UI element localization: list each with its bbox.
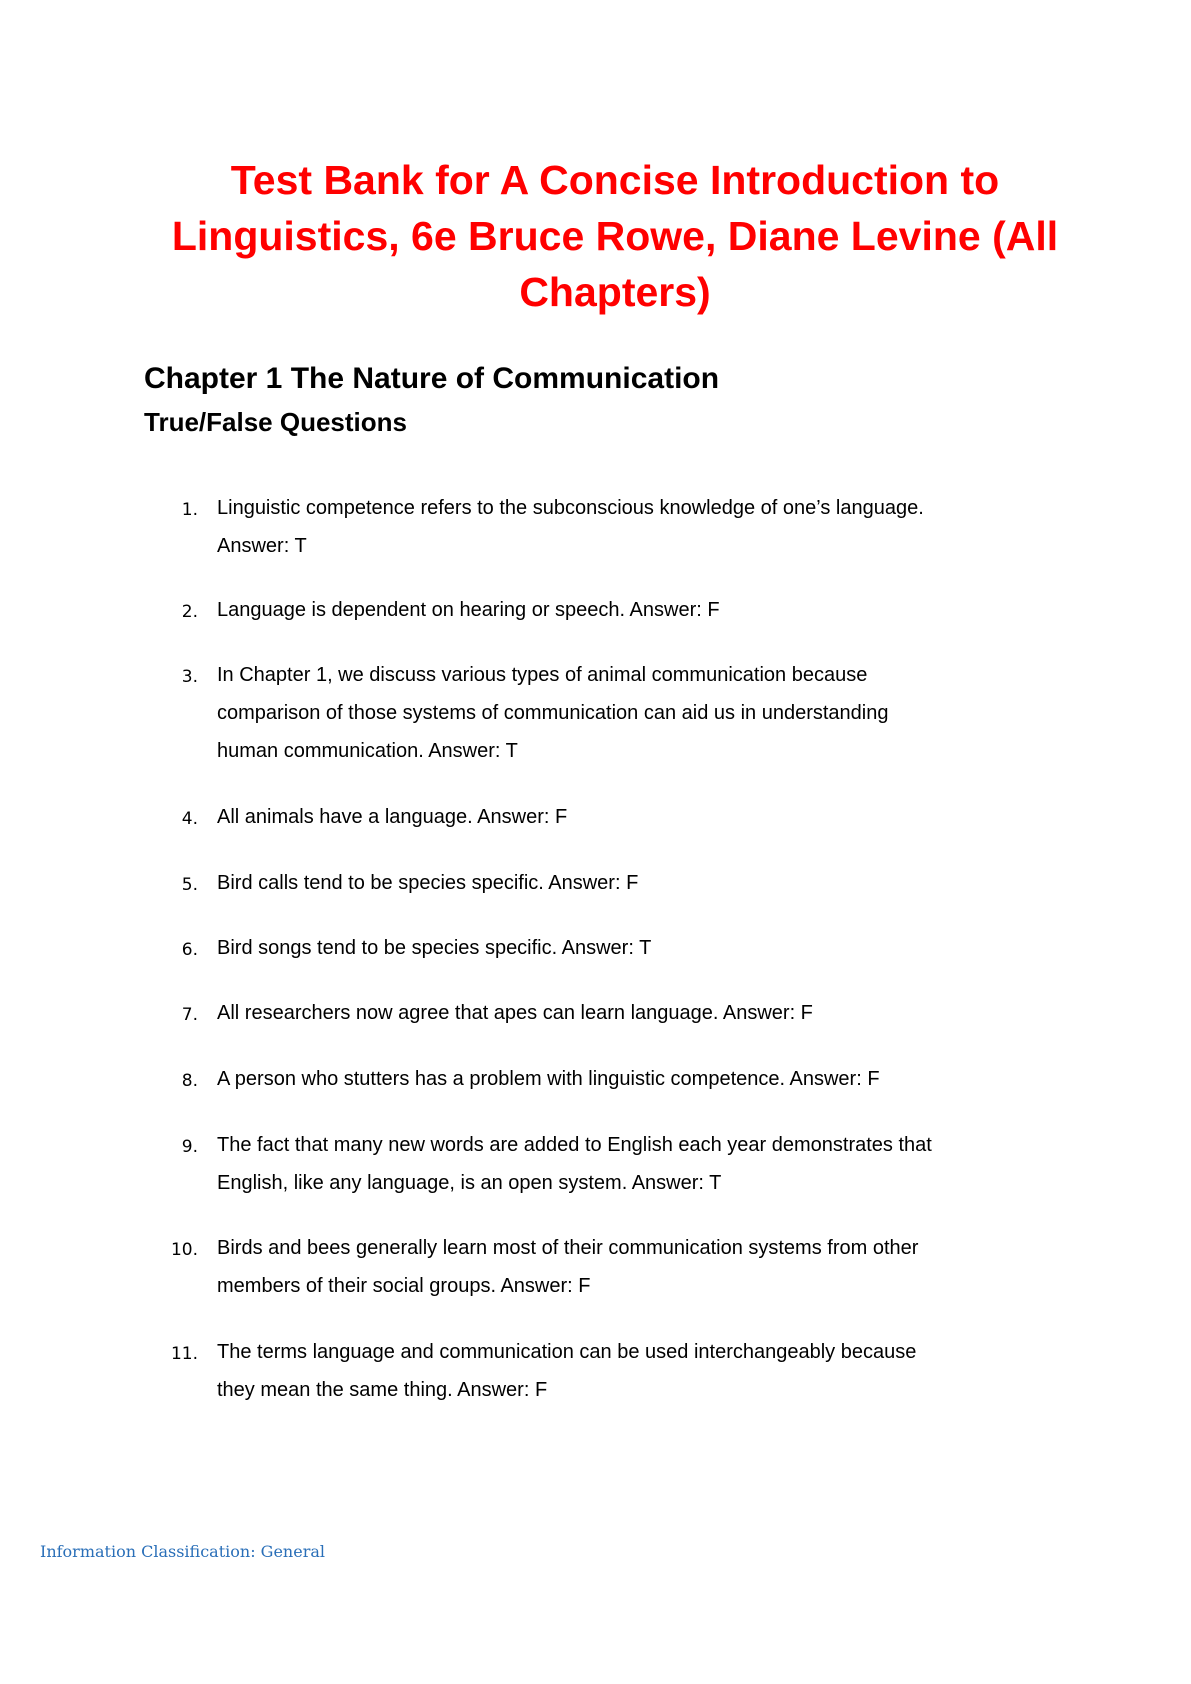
question-number: 10. [170,1240,198,1260]
chapter-title: Chapter 1 The Nature of Communication [144,362,720,395]
question-text: The terms language and communication can be used interchangeably because they mean the same thing. Answer: F [217,1341,917,1401]
question-number: 4. [181,809,198,829]
question-text: The fact that many new words are added to English each year demonstrates that English, like any language, is an open system. Answer: T [217,1134,932,1194]
document-title: Test Bank for A Concise Introduction to Linguistics, 6e Bruce Rowe, Diane Levine (All Chapters) [171,157,1059,315]
question-text: Birds and bees generally learn most of their communication systems from other members of their social groups. Answer: F [217,1237,919,1297]
question-number: 7. [181,1005,198,1025]
question-text: All researchers now agree that apes can learn language. Answer: F [217,1002,813,1024]
question-number: 5. [181,875,198,895]
question-text: Bird calls tend to be species specific. Answer: F [217,872,639,894]
information-classification-footer: Information Classification: General [40,1542,326,1561]
question-text: Bird songs tend to be species specific. Answer: T [217,937,652,959]
question-text: Linguistic competence refers to the subconscious knowledge of one’s language. Answer: T [217,497,924,557]
question-text: All animals have a language. Answer: F [217,806,568,828]
section-title: True/False Questions [144,407,407,437]
question-text: A person who stutters has a problem with linguistic competence. Answer: F [217,1068,880,1090]
question-number: 6. [181,940,198,960]
question-number: 11. [170,1344,198,1364]
question-number: 3. [181,667,198,687]
question-number: 2. [181,602,198,622]
question-number: 1. [181,500,198,520]
question-text: In Chapter 1, we discuss various types of animal communication because comparison of those systems of communication can aid us in understanding human communication. Answer: T [217,664,889,762]
question-number: 8. [181,1071,198,1091]
question-text: Language is dependent on hearing or speech. Answer: F [217,599,720,621]
question-number: 9. [181,1137,198,1157]
